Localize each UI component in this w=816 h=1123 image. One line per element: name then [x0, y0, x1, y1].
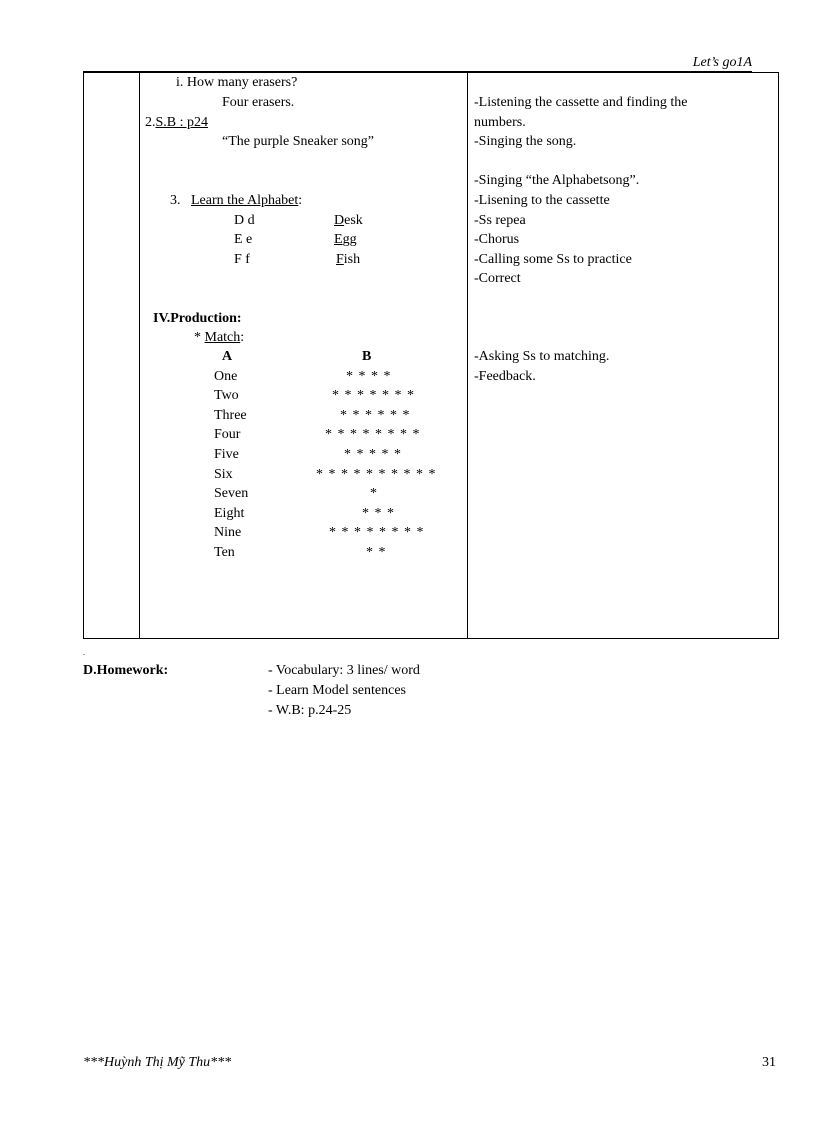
- activity-singing-alphabet: -Singing “the Alphabetsong”.: [474, 173, 640, 188]
- letter-initial: F: [336, 252, 344, 267]
- letter-rest: esk: [344, 213, 363, 228]
- document-header-title: Let’s go1A: [692, 55, 752, 70]
- match-prefix: *: [194, 330, 201, 345]
- match-b-item: * * * * * * * *: [329, 525, 425, 540]
- production-heading: IV.Production:: [153, 311, 242, 326]
- lesson-table: [83, 72, 779, 639]
- homework-item: - Vocabulary: 3 lines/ word: [268, 663, 420, 678]
- match-a-item: Three: [214, 408, 247, 423]
- match-a-item: Two: [214, 388, 239, 403]
- letter-word: [334, 231, 357, 249]
- page-number: 31: [762, 1055, 776, 1070]
- footer-author: ***Huỳnh Thị Mỹ Thu***: [83, 1055, 232, 1070]
- match-b-item: * * * * * * * * * *: [316, 467, 437, 482]
- homework-item: - Learn Model sentences: [268, 683, 406, 698]
- match-b-item: * * * *: [346, 369, 392, 384]
- match-b-item: * * * * *: [344, 447, 402, 462]
- activity-asking: -Asking Ss to matching.: [474, 349, 610, 364]
- alphabet-colon: :: [298, 193, 303, 208]
- letter-initial: D: [334, 213, 345, 228]
- match-a-item: Five: [214, 447, 239, 462]
- match-a-item: One: [214, 369, 238, 384]
- table-divider-1: [139, 72, 140, 639]
- letter-word: [334, 212, 363, 230]
- activity-singing-song: -Singing the song.: [474, 134, 577, 149]
- match-b-item: * * *: [362, 506, 395, 521]
- alphabet-number: 3.: [170, 193, 181, 208]
- match-b-item: *: [370, 486, 378, 501]
- match-a-item: Nine: [214, 525, 242, 540]
- activity-listening-line1: -Listening the cassette and finding the: [474, 95, 688, 110]
- match-b-item: * *: [366, 545, 387, 560]
- table-divider-2: [467, 72, 468, 639]
- letter-pair: F f: [234, 252, 250, 267]
- match-b-item: * * * * * * * *: [325, 427, 421, 442]
- activity-listening-line2: numbers.: [474, 115, 526, 130]
- match-a-item: Six: [214, 467, 233, 482]
- activity-correct: -Correct: [474, 271, 521, 286]
- activity-repeat: -Ss repea: [474, 213, 526, 228]
- letter-initial: E: [334, 232, 343, 247]
- letter-pair: D d: [234, 213, 255, 228]
- activity-calling: -Calling some Ss to practice: [474, 252, 632, 267]
- alphabet-label: Learn the Alphabet: [191, 193, 299, 208]
- match-b-item: * * * * * * *: [332, 388, 415, 403]
- question-line: i. How many erasers?: [176, 75, 298, 90]
- activity-lisening: -Lisening to the cassette: [474, 193, 610, 208]
- sb-reference: [145, 114, 208, 132]
- homework-item: - W.B: p.24-25: [268, 703, 352, 718]
- homework-label: D.Homework:: [83, 663, 169, 678]
- letter-rest: gg: [342, 232, 357, 247]
- match-colon: :: [240, 330, 245, 345]
- column-b-heading: B: [362, 349, 372, 364]
- match-label: Match: [204, 330, 241, 345]
- sb-prefix: 2.: [145, 115, 156, 130]
- column-a-heading: A: [222, 349, 233, 364]
- sb-ref: S.B : p24: [155, 115, 209, 130]
- match-a-item: Seven: [214, 486, 249, 501]
- song-title: “The purple Sneaker song”: [222, 134, 374, 149]
- match-a-item: Four: [214, 427, 241, 442]
- stray-dot: .: [83, 648, 85, 657]
- letter-word: [336, 251, 360, 269]
- activity-chorus: -Chorus: [474, 232, 520, 247]
- alphabet-heading: [170, 192, 302, 210]
- letter-pair: E e: [234, 232, 253, 247]
- match-a-item: Eight: [214, 506, 245, 521]
- activity-feedback: -Feedback.: [474, 369, 536, 384]
- match-a-item: Ten: [214, 545, 235, 560]
- letter-rest: ish: [343, 252, 361, 267]
- answer-line: Four erasers.: [222, 95, 295, 110]
- match-b-item: * * * * * *: [340, 408, 411, 423]
- match-heading: [194, 329, 244, 347]
